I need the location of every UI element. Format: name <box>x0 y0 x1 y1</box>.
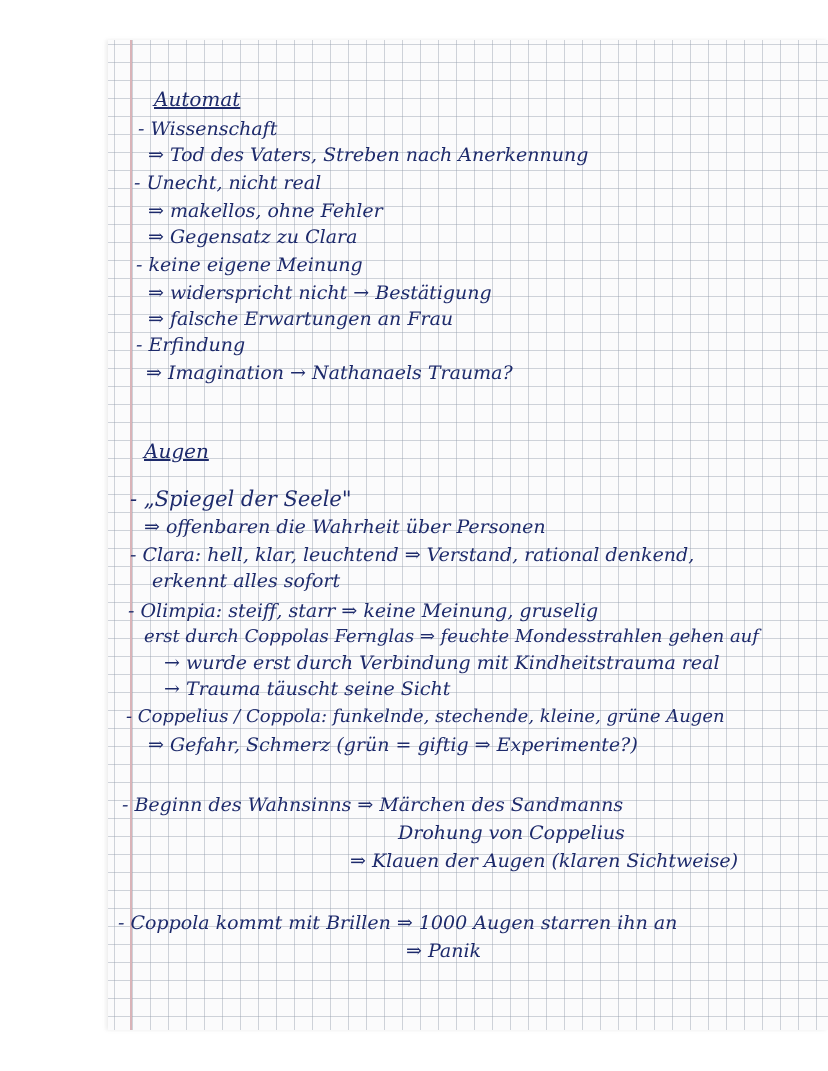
note-line: - Coppola kommt mit Brillen ⇒ 1000 Augen starren ihn an <box>118 912 678 934</box>
page-margin-line <box>130 40 132 1030</box>
note-line: ⇒ falsche Erwartungen an Frau <box>148 308 454 330</box>
note-line: ⇒ Gegensatz zu Clara <box>148 226 358 248</box>
note-line: - Clara: hell, klar, leuchtend ⇒ Verstand, rational denkend, <box>130 544 695 566</box>
note-line: → wurde erst durch Verbindung mit Kindheitstrauma real <box>164 652 720 674</box>
note-line: erst durch Coppolas Fernglas ⇒ feuchte Mondesstrahlen gehen auf <box>144 626 759 647</box>
note-line: ⇒ Tod des Vaters, Streben nach Anerkennung <box>148 144 589 166</box>
note-line: - Beginn des Wahnsinns ⇒ Märchen des Sandmanns <box>122 794 624 816</box>
note-line: ⇒ offenbaren die Wahrheit über Personen <box>144 516 546 538</box>
note-line: ⇒ Gefahr, Schmerz (grün = giftig ⇒ Experimente?) <box>148 734 638 756</box>
note-line: - Erfindung <box>136 334 246 356</box>
note-line: ⇒ Panik <box>406 940 482 962</box>
notebook-page <box>108 40 828 1030</box>
note-line: - Unecht, nicht real <box>134 172 322 194</box>
note-line: - „Spiegel der Seele" <box>130 487 352 511</box>
note-line: ⇒ Klauen der Augen (klaren Sichtweise) <box>350 850 739 872</box>
note-line: - Coppelius / Coppola: funkelnde, stechende, kleine, grüne Augen <box>126 706 725 727</box>
heading-automat: Automat <box>154 87 241 111</box>
note-line: erkennt alles sofort <box>152 570 341 592</box>
note-line: ⇒ Imagination → Nathanaels Trauma? <box>146 362 513 384</box>
note-line: ⇒ makellos, ohne Fehler <box>148 200 383 222</box>
note-line: - Wissenschaft <box>138 118 278 140</box>
note-line: ⇒ widerspricht nicht → Bestätigung <box>148 282 492 304</box>
note-line: - Olimpia: steiff, starr ⇒ keine Meinung, gruselig <box>128 600 599 622</box>
note-line: - keine eigene Meinung <box>136 254 363 276</box>
heading-augen: Augen <box>144 439 209 463</box>
note-line: → Trauma täuscht seine Sicht <box>164 678 451 700</box>
note-line: Drohung von Coppelius <box>398 822 625 844</box>
